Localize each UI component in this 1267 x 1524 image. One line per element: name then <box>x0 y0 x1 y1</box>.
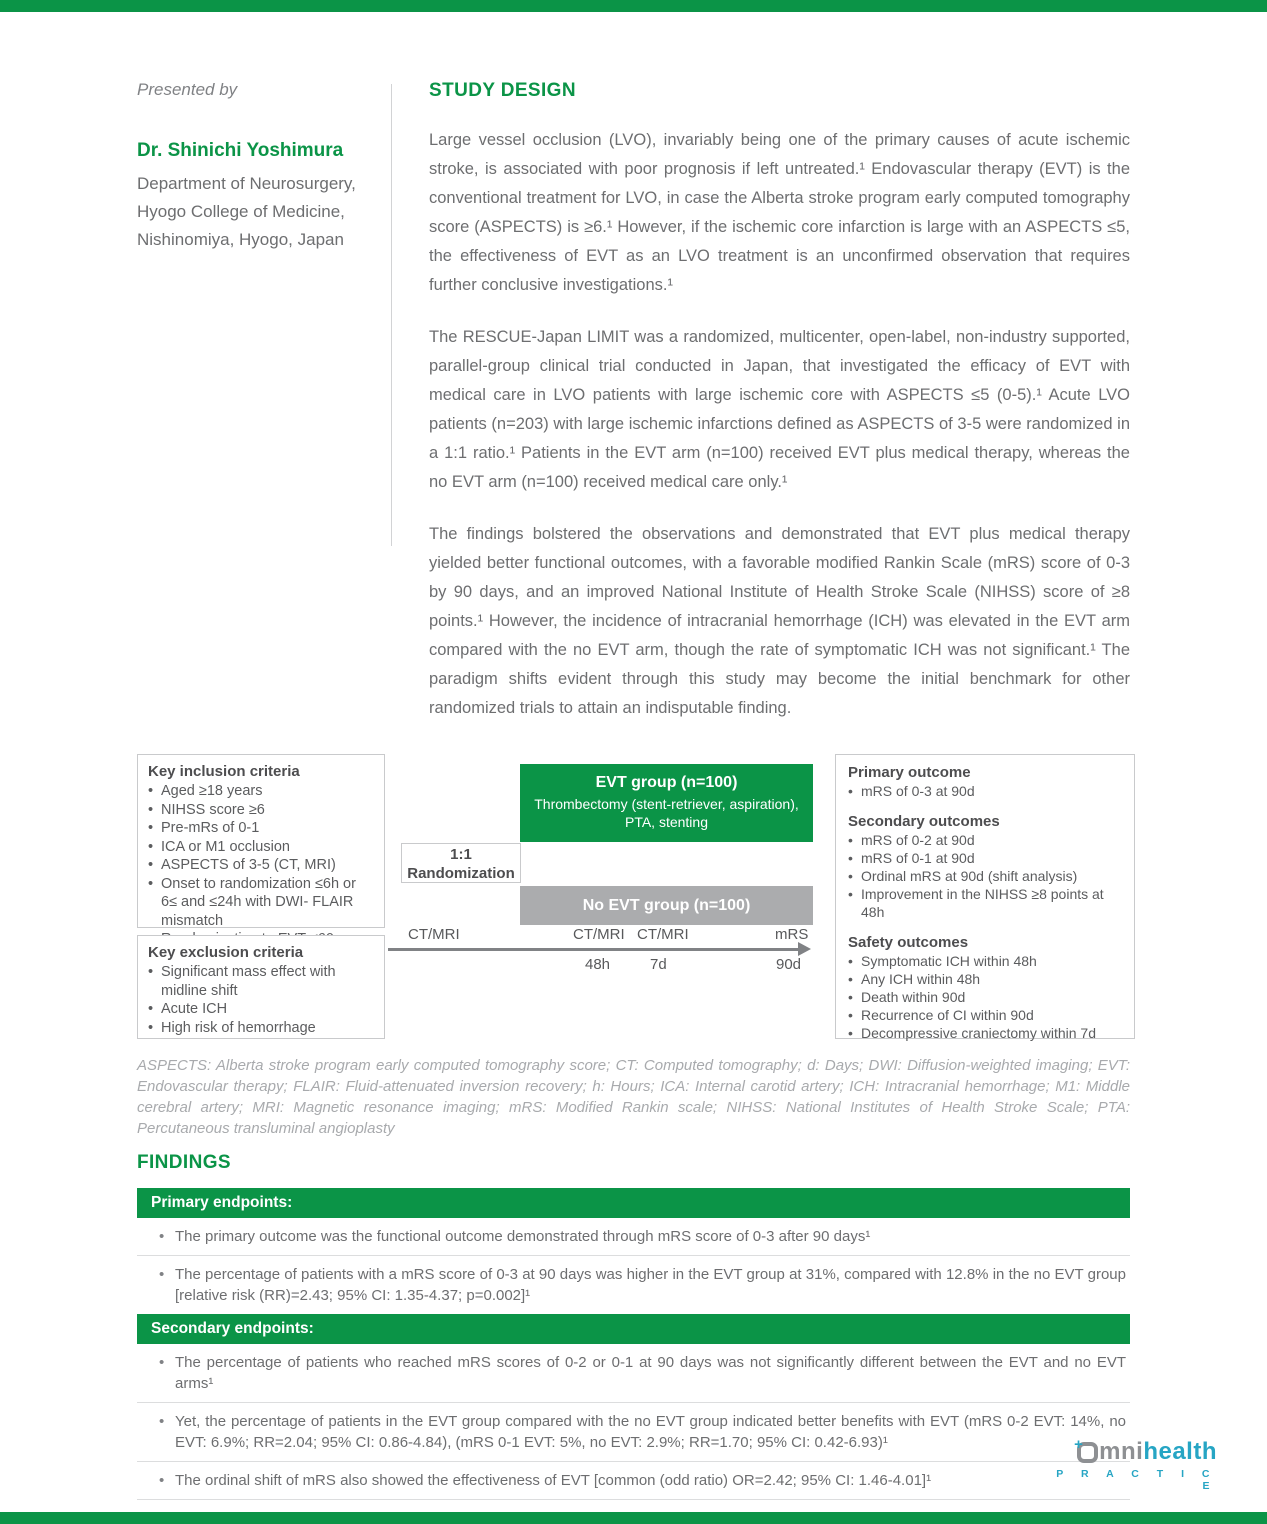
finding-bullet: • The percentage of patients who reached mRS scores of 0-2 or 0-1 at 90 days was not significantly different between the EVT and no EVT arms¹ <box>137 1344 1130 1403</box>
safety-outcomes-section <box>848 934 1122 1042</box>
study-design-paragraph: Large vessel occlusion (LVO), invariably being one of the primary causes of acute ischemic stroke, is associated with poor prognosis if left untreated.¹ Endovascular therapy (EVT) is the conventional treatment for LVO, in case the Alberta stroke program early computed tomography score (ASPECTS) is ≥6.¹ However, if the ischemic core infarction is large with an ASPECTS ≤5, the effectiveness of EVT as an LVO treatment is an unconfirmed observation that requires further conclusive investigations.¹ <box>429 131 1130 294</box>
study-design-title: STUDY DESIGN <box>429 80 576 101</box>
secondary-outcome-item: • mRS of 0-2 at 90d <box>848 831 1122 849</box>
randomization-box <box>401 843 521 883</box>
timeline-label-ctmri-48h: CT/MRI <box>573 926 625 943</box>
timeline-axis <box>388 948 800 951</box>
secondary-outcome-item: • mRS of 0-1 at 90d <box>848 849 1122 867</box>
abbreviations-text: ASPECTS: Alberta stroke program early computed tomography score; CT: Computed tomography; d: Days; DWI: Diffusion-weighted imaging; EVT: Endovascular therapy; FLAIR: Fluid-attenuated inversion recovery; h: Hours; ICA: Internal carotid artery; ICH: Intracranial hemorrhage; M1: Middle cerebral artery; MRI: Magnetic resonance imaging; mRS: Modified Rankin scale; NIHSS: National Institutes of Health Stroke Scale; PTA: Percutaneous transluminal angioplasty <box>137 1057 1130 1137</box>
presenter-block <box>137 80 391 746</box>
safety-outcome-item: • Recurrence of CI within 90d <box>848 1006 1122 1024</box>
presenter-affiliation-line: Nishinomiya, Hyogo, Japan <box>137 230 344 249</box>
study-design-paragraph: The findings bolstered the observations and demonstrated that EVT plus medical therapy yielded better functional outcomes, with a favorable modified Rankin Scale (mRS) score of 0-3 by 90 days, and an improved National Institute of Health Stroke Scale (NIHSS) score of ≥8 points.¹ However, the incidence of intracranial hemorrhage (ICH) was elevated in the EVT arm compared with the no EVT arm, though the rate of symptomatic ICH was not significant.¹ The paradigm shifts evident through this study may become the initial benchmark for other randomized trials to attain an indisputable finding. <box>429 525 1130 717</box>
finding-bullet: • The primary outcome was the functional outcome demonstrated through mRS score of 0-3 after 90 days¹ <box>137 1218 1130 1256</box>
secondary-outcome-item: • Ordinal mRS at 90d (shift analysis) <box>848 867 1122 885</box>
plus-icon: + <box>1074 1436 1083 1453</box>
safety-outcome-item: • Symptomatic ICH within 48h <box>848 952 1122 970</box>
timeline-arrowhead-icon <box>798 942 811 956</box>
evt-group-title: EVT group (n=100) <box>595 774 738 791</box>
timeline-tick-90d: 90d <box>776 956 802 973</box>
inclusion-criteria-box <box>137 754 385 928</box>
primary-outcome-title: Primary outcome <box>848 764 971 781</box>
evt-group-box <box>520 764 813 842</box>
outcomes-box <box>835 754 1135 1039</box>
safety-outcome-item: • Death within 90d <box>848 988 1122 1006</box>
inclusion-item: • Pre-mRs of 0-1 <box>148 819 374 838</box>
timeline-label-mrs: mRS <box>775 926 809 943</box>
safety-outcomes-title: Safety outcomes <box>848 934 969 951</box>
primary-outcome-item: • mRS of 0-3 at 90d <box>848 782 1122 800</box>
findings-section <box>137 1152 1130 1524</box>
secondary-outcomes-section <box>848 813 1122 921</box>
finding-bullet: • The ordinal shift of mRS also showed the effectiveness of EVT [common (odd ratio) OR=2.42; 95% CI: 1.46-4.01]¹ <box>137 1462 1130 1500</box>
findings-title: FINDINGS <box>137 1152 231 1173</box>
evt-group-subtitle: Thrombectomy (stent-retriever, aspiration), PTA, stenting <box>534 796 799 830</box>
finding-bullet: • Yet, the percentage of patients in the EVT group compared with the no EVT group indicated better benefits with EVT (mRS 0-2 EVT: 14%, no EVT: 6.9%; RR=2.04; 95% CI: 0.86-4.84), (mRS 0-1 EVT: 5%, no EVT: 2.9%; RR=1.70; 95% CI: 0.42-6.93)¹ <box>137 1403 1130 1462</box>
inclusion-item: • Aged ≥18 years <box>148 782 374 801</box>
bottom-green-bar <box>0 1512 1267 1524</box>
exclusion-item: • Significant mass effect with midline shift <box>148 963 374 1000</box>
randomization-ratio: 1:1 <box>450 846 472 863</box>
timeline-label-ctmri-7d: CT/MRI <box>637 926 689 943</box>
exclusion-item: • High risk of hemorrhage <box>148 1019 374 1038</box>
timeline-tick-48h: 48h <box>585 956 611 973</box>
presented-by-label: Presented by <box>137 80 238 99</box>
inclusion-criteria-title: Key inclusion criteria <box>148 763 300 780</box>
inclusion-item: • ICA or M1 occlusion <box>148 838 374 857</box>
primary-outcome-section <box>848 764 1122 800</box>
presenter-affiliation-line: Department of Neurosurgery, <box>137 174 356 193</box>
inclusion-item: • Onset to randomization ≤6h or 6≤ and ≤24h with DWI- FLAIR mismatch <box>148 875 374 931</box>
exclusion-item: • Acute ICH <box>148 1000 374 1019</box>
omnihealth-logo <box>1051 1436 1217 1492</box>
secondary-endpoints-header: Secondary endpoints: <box>137 1314 1130 1344</box>
primary-endpoints-header: Primary endpoints: <box>137 1188 1130 1218</box>
logo-text-health: health <box>1143 1438 1217 1465</box>
secondary-outcomes-title: Secondary outcomes <box>848 813 1000 830</box>
top-green-bar <box>0 0 1267 12</box>
presenter-name: Dr. Shinichi Yoshimura <box>137 140 344 161</box>
study-design-paragraph: The RESCUE-Japan LIMIT was a randomized, multicenter, open-label, non-industry supported, parallel-group clinical trial conducted in Japan, that investigated the efficacy of EVT with medical care in LVO patients with large ischemic core with ASPECTS ≤5 (0-5).¹ Acute LVO patients (n=203) with large ischemic infarctions defined as ASPECTS of 3-5 were randomized in a 1:1 ratio.¹ Patients in the EVT arm (n=100) received EVT plus medical therapy, whereas the no EVT arm (n=100) received medical care only.¹ <box>429 328 1130 491</box>
presenter-affiliation-line: Hyogo College of Medicine, <box>137 202 345 221</box>
secondary-outcome-item: • Improvement in the NIHSS ≥8 points at 48h <box>848 885 1122 921</box>
randomization-label: Randomization <box>407 865 515 882</box>
logo-text-omni: mni <box>1099 1438 1144 1465</box>
study-design-section <box>392 80 1130 746</box>
exclusion-criteria-title: Key exclusion criteria <box>148 944 304 961</box>
timeline-label-ctmri-baseline: CT/MRI <box>408 926 460 943</box>
exclusion-criteria-box <box>137 935 385 1039</box>
safety-outcome-item: • Decompressive craniectomy within 7d <box>848 1024 1122 1042</box>
header-section <box>137 80 1130 746</box>
inclusion-item: • ASPECTS of 3-5 (CT, MRI) <box>148 856 374 875</box>
study-flow-diagram <box>0 754 1267 1046</box>
no-evt-group-box: No EVT group (n=100) <box>520 886 813 925</box>
timeline-tick-7d: 7d <box>650 956 667 973</box>
logo-text-practice: P R A C T I C E <box>1056 1468 1217 1492</box>
safety-outcome-item: • Any ICH within 48h <box>848 970 1122 988</box>
omnihealth-logo-o <box>1074 1436 1098 1463</box>
inclusion-item: • NIHSS score ≥6 <box>148 801 374 820</box>
finding-bullet: • The percentage of patients with a mRS score of 0-3 at 90 days was higher in the EVT group at 31%, compared with 12.8% in the no EVT group [relative risk (RR)=2.43; 95% CI: 1.35-4.37; p=0.002]¹ <box>137 1256 1130 1314</box>
omnihealth-wordmark <box>1051 1436 1217 1465</box>
